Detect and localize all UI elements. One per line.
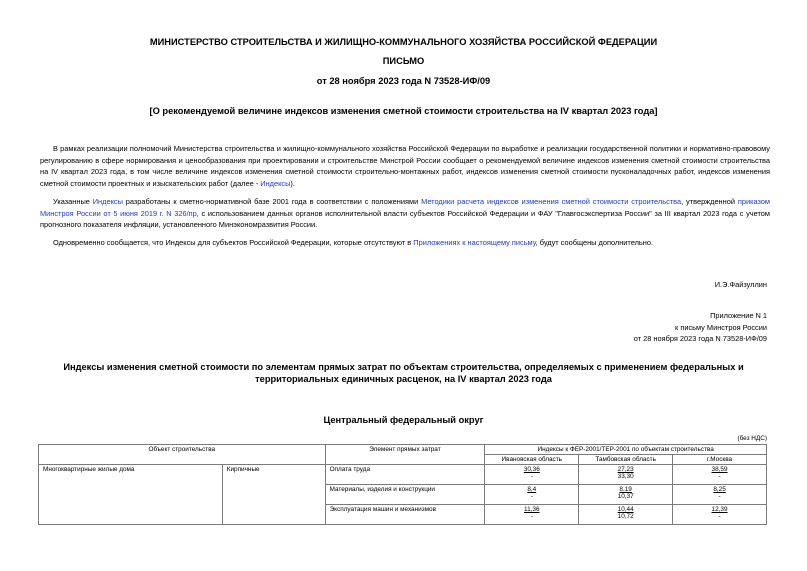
- table-title: Индексы изменения сметной стоимости по элементам прямых затрат по объектам строительства, определяемых с применением федеральных и территориальных единичных расценок, на IV квартал 2023 года: [63, 362, 744, 384]
- vat-note: (без НДС): [737, 435, 767, 442]
- region-ivanovo: Ивановская область: [485, 455, 579, 465]
- indices-link-2[interactable]: Индексы: [92, 197, 123, 206]
- value-sub: 10,37: [617, 493, 634, 500]
- header-element: Элемент прямых затрат: [325, 445, 485, 465]
- value-main: 8,4: [527, 486, 537, 493]
- methodology-link[interactable]: Методики расчета индексов изменения сметной стоимости строительства: [421, 197, 682, 206]
- value-cell: [579, 505, 673, 525]
- element-cell: Материалы, изделия и конструкции: [325, 485, 485, 505]
- letter-body: [40, 143, 770, 189]
- value-main: 38,59: [711, 466, 728, 473]
- table-row: [39, 465, 767, 485]
- indices-table: [38, 444, 767, 525]
- appendix-line-3: от 28 ноября 2023 года N 73528-ИФ/09: [633, 334, 767, 344]
- value-sub: -: [530, 513, 533, 520]
- paragraph-3-block: [40, 237, 770, 249]
- document-date: от 28 ноября 2023 года N 73528-ИФ/09: [316, 76, 491, 86]
- paragraph-1: [40, 143, 770, 189]
- paragraph-3-text-b: , будут сообщены дополнительно.: [535, 238, 654, 247]
- ministry-heading: МИНИСТЕРСТВО СТРОИТЕЛЬСТВА И ЖИЛИЩНО-КОММУНАЛЬНОГО ХОЗЯЙСТВА РОССИЙСКОЙ ФЕДЕРАЦИИ: [149, 37, 658, 47]
- value-cell: [485, 465, 579, 485]
- paragraph-2: [40, 196, 770, 231]
- appendix-header: [634, 310, 767, 345]
- value-main: 30,36: [523, 466, 540, 473]
- region-moscow: г.Москва: [673, 455, 767, 465]
- header-indices: Индексы к ФЕР-2001/ТЕР-2001 по объектам строительства: [485, 445, 767, 455]
- value-main: 10,44: [617, 506, 634, 513]
- value-sub: -: [530, 493, 533, 500]
- paragraph-3: [40, 237, 770, 249]
- signature: И.Э.Файзуллин: [714, 280, 767, 289]
- value-main: 27,23: [617, 466, 634, 473]
- appendices-link[interactable]: Приложениях к настоящему письму: [413, 238, 536, 247]
- element-cell: Эксплуатация машин и механизмов: [325, 505, 485, 525]
- value-cell: [673, 465, 767, 485]
- value-main: 8,25: [713, 486, 726, 493]
- value-sub: 33,30: [617, 473, 634, 480]
- paragraph-1-text: В рамках реализации полномочий Министерства строительства и жилищно-коммунального хозяйства Российской Федерации по выработке и реализации государственной политики и нормативно-правовому регулированию в сфере нормирования и ценообразования при проектировании и строительстве Минстрой России сообщает о рекомендуемой величине индексов изменения сметной стоимости строительства на IV квартал 2023 года, в том числе величине индексов изменения сметной стоимости строительно-монтажных работ, индексов изменения сметной стоимости пусконаладочных работ, индексов изменения сметной стоимости проектных и изыскательских работ (далее -: [40, 144, 770, 188]
- value-cell: [673, 485, 767, 505]
- value-cell: [485, 505, 579, 525]
- header-object: Объект строительства: [39, 445, 326, 465]
- order-link[interactable]: приказом Минстроя России от 5 июня 2019 г. N 326/пр: [40, 197, 770, 218]
- document-type: ПИСЬМО: [382, 56, 425, 66]
- subtype-cell: Кирпичные: [222, 465, 325, 525]
- value-sub: -: [530, 473, 533, 480]
- region-tambov: Тамбовская область: [579, 455, 673, 465]
- value-sub: -: [718, 493, 721, 500]
- value-main: 11,36: [524, 506, 540, 513]
- paragraph-2-text-c: , утвержденной: [681, 197, 738, 206]
- paragraph-3-text-a: Одновременно сообщается, что Индексы для субъектов Российской Федерации, которые отсутствуют в: [53, 238, 414, 247]
- paragraph-2-text-b: разработаны к сметно-нормативной базе 2001 года в соответствии с положениями: [122, 197, 422, 206]
- paragraph-2-text-d: , с использованием данных органов исполнительной власти субъектов Российской Федерации и ФАУ "Главгосэкспертиза России" за III квартал 2023 года с учетом прогнозного показателя инфляции, установленного Минэкономразвития России.: [40, 208, 770, 230]
- value-main: 8,19: [619, 486, 632, 493]
- value-cell: [579, 465, 673, 485]
- value-sub: 10,72: [617, 513, 634, 520]
- value-sub: -: [718, 473, 721, 480]
- element-cell: Оплата труда: [325, 465, 485, 485]
- value-main: 12,39: [711, 506, 728, 513]
- paragraph-1-end: ).: [290, 178, 295, 188]
- value-sub: -: [718, 513, 721, 520]
- appendix-line-1: Приложение N 1: [710, 311, 767, 320]
- value-cell: [673, 505, 767, 525]
- object-cell: Многоквартирные жилые дома: [39, 465, 223, 525]
- value-cell: [485, 485, 579, 505]
- table-header-row: [39, 445, 767, 455]
- value-cell: [579, 485, 673, 505]
- document-subject: [О рекомендуемой величине индексов изменения сметной стоимости строительства на IV квартал 2023 года]: [149, 106, 658, 116]
- indices-link[interactable]: Индексы: [260, 178, 291, 188]
- district-heading: Центральный федеральный округ: [323, 415, 484, 425]
- paragraph-2-block: [40, 196, 770, 231]
- appendix-line-2: к письму Минстроя России: [675, 322, 767, 332]
- paragraph-2-text-a: Указанные: [53, 197, 93, 206]
